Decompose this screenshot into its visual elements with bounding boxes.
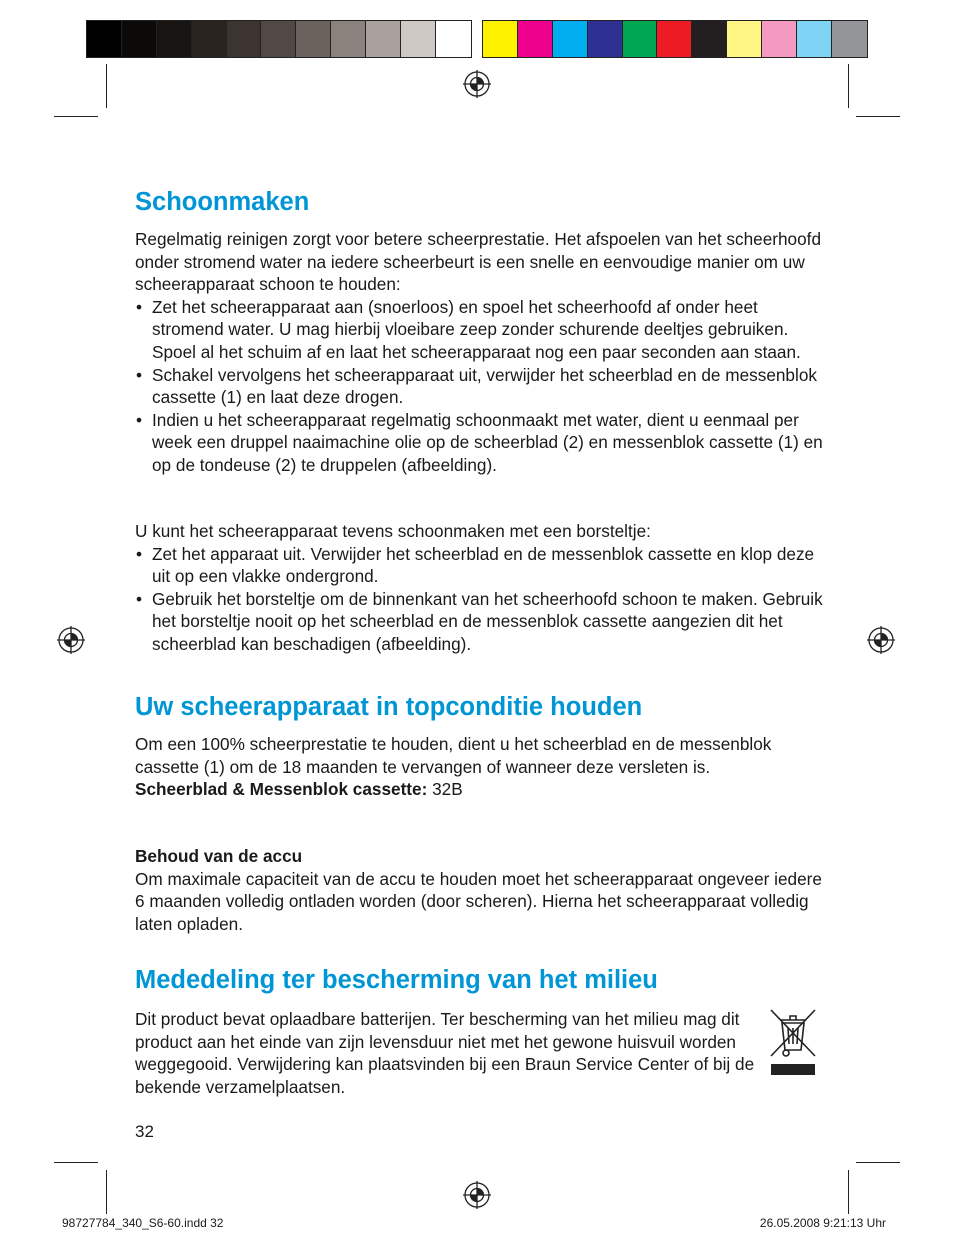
brush-intro: U kunt het scheerapparaat tevens schoonmaken met een borsteltje: — [135, 521, 651, 541]
cleaning-intro: Regelmatig reinigen zorgt voor betere scheerprestatie. Het afspoelen van het scheerhoofd onder stromend water na iedere scheerbeurt is een snelle en eenvoudige manier om uw scheerapparaat schoon te houden: — [135, 229, 821, 295]
color-swatch — [692, 21, 727, 57]
cleaning-body — [135, 228, 825, 477]
process-color-bar — [482, 20, 868, 58]
color-swatch — [87, 21, 122, 57]
gray-color-bar — [86, 20, 472, 58]
print-timestamp: 26.05.2008 9:21:13 Uhr — [759, 1216, 886, 1230]
color-swatch — [727, 21, 762, 57]
environment-heading: Mededeling ter bescherming van het milieu — [135, 966, 658, 994]
battery-heading: Behoud van de accu — [135, 846, 303, 866]
crop-mark — [848, 64, 849, 108]
color-swatch — [657, 21, 692, 57]
color-swatch — [261, 21, 296, 57]
registration-mark-icon — [463, 70, 491, 98]
color-swatch — [401, 21, 436, 57]
color-swatch — [797, 21, 832, 57]
color-swatch — [331, 21, 366, 57]
color-swatch — [623, 21, 658, 57]
cleaning-heading: Schoonmaken — [135, 188, 310, 216]
battery-body — [135, 845, 825, 935]
environment-text: Dit product bevat oplaadbare batterijen. Ter bescherming van het milieu mag dit product aan het einde van zijn levensduur niet met het gewone huisvuil worden weggegooid. Verwijdering kan plaatsvinden bij een Braun Service Center of bij de bekende verzamelplaatsen. — [135, 1009, 755, 1097]
maintenance-intro: Om een 100% scheerprestatie te houden, dient u het scheerblad en de messenblok cassette (1) om de 18 maanden te vervangen of wanneer deze versleten is. — [135, 734, 772, 777]
color-swatch — [227, 21, 262, 57]
crop-mark — [848, 1170, 849, 1214]
brush-list — [135, 543, 825, 656]
replacement-part-label: Scheerblad & Messenblok cassette: — [135, 779, 428, 800]
page-number: 32 — [135, 1122, 154, 1141]
crop-mark — [106, 64, 107, 108]
crop-mark — [856, 116, 900, 117]
registration-mark-icon — [57, 626, 85, 654]
crossed-out-wheelie-bin-icon — [768, 1006, 818, 1078]
color-swatch — [157, 21, 192, 57]
color-swatch — [296, 21, 331, 57]
registration-mark-icon — [867, 626, 895, 654]
color-swatch — [762, 21, 797, 57]
color-swatch — [588, 21, 623, 57]
color-swatch — [518, 21, 553, 57]
list-item: • Schakel vervolgens het scheerapparaat uit, verwijder het scheerblad en de messenblok cassette (1) en laat deze drogen. — [135, 364, 825, 409]
environment-body — [135, 1008, 755, 1098]
crop-mark — [106, 1170, 107, 1214]
crop-mark — [54, 116, 98, 117]
file-slug: 98727784_340_S6-60.indd 32 — [62, 1216, 224, 1230]
color-swatch — [192, 21, 227, 57]
color-swatch — [366, 21, 401, 57]
color-swatch — [436, 21, 471, 57]
color-swatch — [832, 21, 867, 57]
replacement-part-value: 32B — [427, 779, 463, 800]
maintenance-heading: Uw scheerapparaat in topconditie houden — [135, 693, 643, 721]
registration-mark-icon — [463, 1181, 491, 1209]
list-item: • Zet het scheerapparaat aan (snoerloos) en spoel het scheerhoofd af onder heet stromend water. U mag hierbij vloeibare zeep zonder schurende deeltjes gebruiken. Spoel al het schuim af en laat het scheerapparaat nog een paar seconden aan staan. — [135, 296, 825, 364]
cleaning-list — [135, 296, 825, 477]
crop-mark — [54, 1162, 98, 1163]
color-swatch — [483, 21, 518, 57]
replacement-part — [135, 778, 825, 801]
list-item: • Indien u het scheerapparaat regelmatig schoonmaakt met water, dient u eenmaal per week een druppel naaimachine olie op de scheerblad (2) en messenblok cassette (1) en op de tondeuse (2) te druppelen (afbeelding). — [135, 409, 825, 477]
brush-body — [135, 520, 825, 656]
list-item: • Gebruik het borsteltje om de binnenkant van het scheerhoofd schoon te maken. Gebruik het borsteltje nooit op het scheerblad en de messenblok cassette aangezien dit het scheerblad kan beschadigen (afbeelding). — [135, 588, 825, 656]
color-swatch — [122, 21, 157, 57]
battery-text: Om maximale capaciteit van de accu te houden moet het scheerapparaat ongeveer iedere 6 maanden volledig ontladen worden (door scheren). Hierna het scheerapparaat volledig laten opladen. — [135, 868, 822, 934]
list-item: • Zet het apparaat uit. Verwijder het scheerblad en de messenblok cassette en klop deze uit op een vlakke ondergrond. — [135, 543, 825, 588]
maintenance-body — [135, 733, 825, 801]
crop-mark — [856, 1162, 900, 1163]
color-swatch — [553, 21, 588, 57]
